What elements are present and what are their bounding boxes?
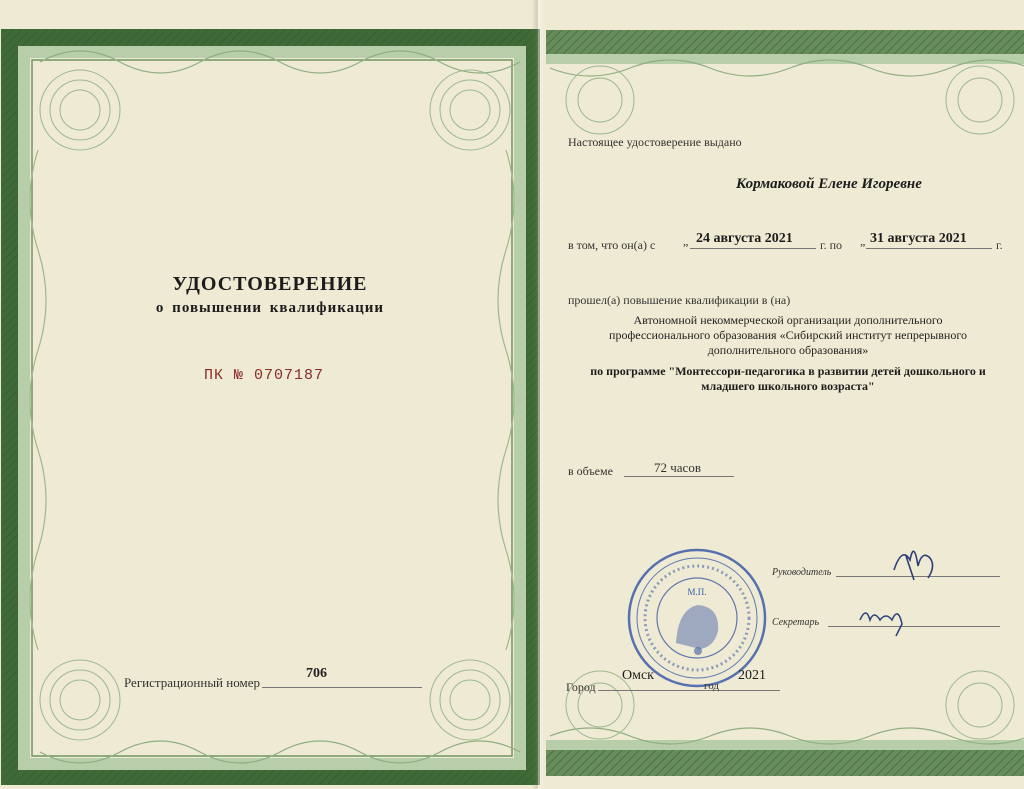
registration-number-value: 706 [306, 666, 327, 681]
stamp-center-text: М.П. [687, 587, 707, 597]
head-signature [888, 536, 948, 586]
recipient-name: Кормаковой Елене Игоревне [736, 176, 922, 192]
year-value: 2021 [738, 668, 766, 683]
secretary-signature-line [828, 626, 1000, 627]
volume-label: в объеме [568, 464, 613, 478]
start-year-suffix: г. по [820, 238, 842, 252]
start-date-quote: „ [683, 234, 689, 248]
issued-to-label: Настоящее удостоверение выдано [568, 135, 742, 149]
organization-name: Автономной некоммерческой организации дополнительного профессионального образования «Сибирский институт непрерывного дополнительного образования» [609, 313, 967, 357]
completed-label: прошел(а) повышение квалификации в (на) [568, 293, 791, 307]
volume-value: 72 часов [654, 460, 701, 475]
secretary-label: Секретарь [772, 617, 820, 628]
year-label: год [704, 680, 720, 692]
secretary-signature [856, 602, 912, 638]
start-date-value: 24 августа 2021 [696, 231, 793, 246]
document-subtitle: о повышении квалификации [155, 300, 385, 316]
period-prefix: в том, что он(а) с [568, 238, 656, 252]
right-ornamental-frame [540, 0, 1024, 789]
head-label: Руководитель [772, 567, 832, 578]
program-name: по программе "Монтессори-педагогика в развитии детей дошкольного и младшего школьного возраста" [590, 364, 986, 393]
city-underline [598, 690, 780, 691]
end-date-quote: „ [860, 234, 866, 248]
city-value: Омск [622, 668, 654, 683]
series-number: ПК № 0707187 [204, 367, 325, 384]
document-title: УДОСТОВЕРЕНИЕ [172, 273, 368, 295]
city-label: Город [566, 680, 596, 694]
registration-number-underline [262, 687, 422, 688]
registration-number-label: Регистрационный номер [124, 675, 260, 690]
volume-underline [624, 476, 734, 477]
certificate-right-page [540, 0, 1024, 789]
book-spine-fold [532, 0, 544, 789]
start-date-underline [690, 248, 816, 249]
end-year-suffix: г. [996, 238, 1003, 252]
stamp-bell-emblem [676, 605, 718, 649]
end-date-underline [866, 248, 992, 249]
end-date-value: 31 августа 2021 [870, 231, 967, 246]
